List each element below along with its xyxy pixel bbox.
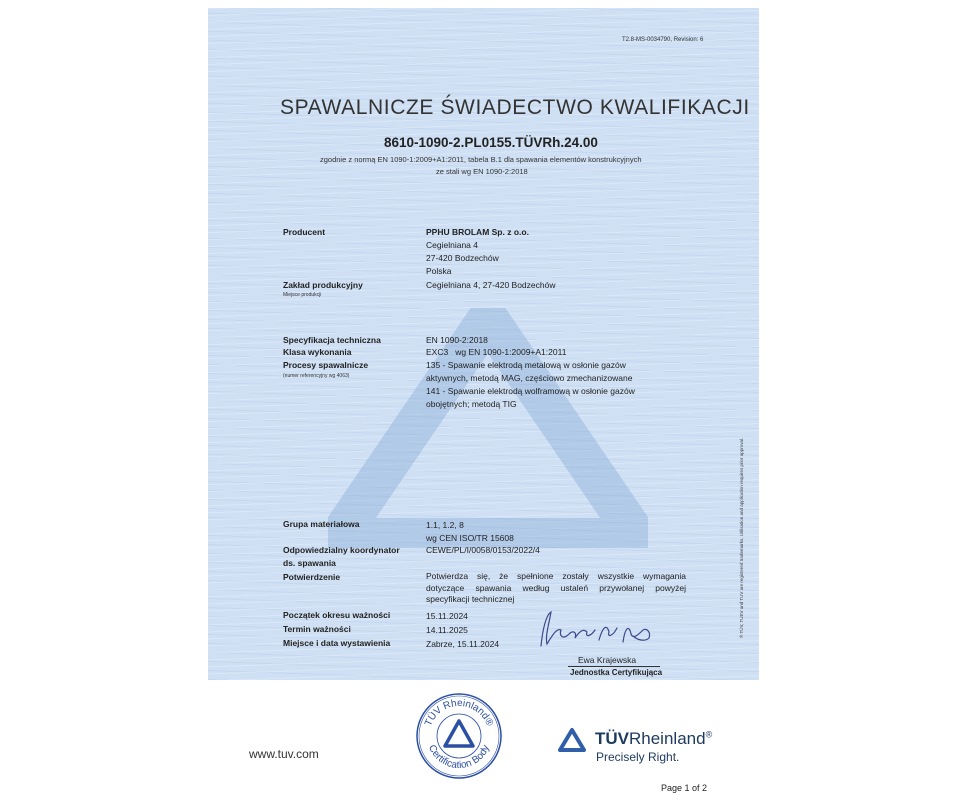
trademark-side-note: ® TÜV, TUEV and TUV are registered trademarks. Utilisation and application requires prior approval. (739, 437, 744, 638)
confirmation-label: Potwierdzenie (283, 572, 341, 582)
footer-website: www.tuv.com (249, 747, 319, 761)
seal-bottom-text: Certification Body (425, 743, 492, 772)
tech-spec-value: EN 1090-2:2018 (426, 335, 488, 345)
certificate-title: SPAWALNICZE ŚWIADECTWO KWALIFIKACJI (280, 96, 750, 119)
process-line-1: 135 - Spawanie elektrodą metalową w osłonie gazów (426, 360, 626, 370)
confirmation-text: Potwierdza się, że spełnione zostały wszystkie wymagania dotyczące spawania według ustaleń przywołanej powyżej specyfikacji technicznej (426, 571, 686, 604)
seal-top-text: TÜV Rheinland® (423, 697, 495, 728)
producer-name: PPHU BROLAM Sp. z o.o. (426, 227, 529, 237)
valid-until-value: 14.11.2025 (426, 625, 468, 635)
producer-city: 27-420 Bodzechów (426, 253, 499, 263)
exec-class-label: Klasa wykonania (283, 347, 352, 357)
producer-street: Cegielniana 4 (426, 240, 478, 250)
process-line-3: 141 - Spawanie elektrodą wolframową w osłonie gazów (426, 386, 635, 396)
signatory-name: Ewa Krajewska (578, 655, 637, 665)
plant-value: Cegielniana 4, 27-420 Bodzechów (426, 280, 556, 290)
processes-sublabel: (numer referencyjny wg 4063) (283, 373, 350, 379)
tech-spec-label: Specyfikacja techniczna (283, 335, 381, 345)
signatory-role: Jednostka Certyfikująca (570, 668, 663, 677)
document-reference: T2.8-MS-0034790, Revision: 6 (622, 37, 704, 43)
coordinator-label-1: Odpowiedzialny koordynator (283, 545, 400, 555)
producer-country: Polska (426, 266, 452, 276)
handwritten-signature (533, 606, 663, 656)
process-line-2: aktywnych, metodą MAG, częściowo zmechanizowane (426, 373, 633, 383)
brand-slogan: Precisely Right. (596, 750, 680, 764)
certification-body-seal (415, 692, 503, 780)
certificate-sheet (208, 8, 759, 680)
exec-class-value: EXC3 wg EN 1090-1:2009+A1:2011 (426, 347, 567, 357)
process-line-4: obojętnych; metodą TIG (426, 399, 517, 409)
processes-label: Procesy spawalnicze (283, 360, 369, 370)
signature-line (568, 666, 660, 667)
issue-value: Zabrze, 15.11.2024 (426, 639, 500, 649)
valid-until-label: Termin ważności (283, 624, 351, 634)
material-group-value: 1.1, 1.2, 8 (426, 520, 464, 530)
coordinator-label-2: ds. spawania (283, 558, 336, 568)
standard-line-2: ze stali wg EN 1090-2:2018 (436, 167, 528, 176)
valid-from-value: 15.11.2024 (426, 611, 468, 621)
producer-label: Producent (283, 227, 326, 237)
material-group-standard: wg CEN ISO/TR 15608 (426, 533, 514, 543)
standard-line-1: zgodnie z normą EN 1090-1:2009+A1:2011, tabela B.1 dla spawania elementów konstrukcyjnych (320, 155, 642, 164)
issue-label: Miejsce i data wystawienia (283, 638, 391, 648)
material-group-label: Grupa materiałowa (283, 519, 360, 529)
plant-sublabel: Miejsce produkcji (283, 292, 322, 298)
tuv-brand-name: TÜVRheinland® (595, 729, 713, 748)
page-number: Page 1 of 2 (661, 783, 708, 793)
coordinator-value: CEWE/PL/I/0058/0153/2022/4 (426, 545, 540, 555)
tuv-logo-icon (557, 727, 587, 753)
valid-from-label: Początek okresu ważności (283, 610, 391, 620)
certificate-number: 8610-1090-2.PL0155.TÜVRh.24.00 (384, 135, 598, 150)
plant-label: Zakład produkcyjny (283, 280, 363, 290)
